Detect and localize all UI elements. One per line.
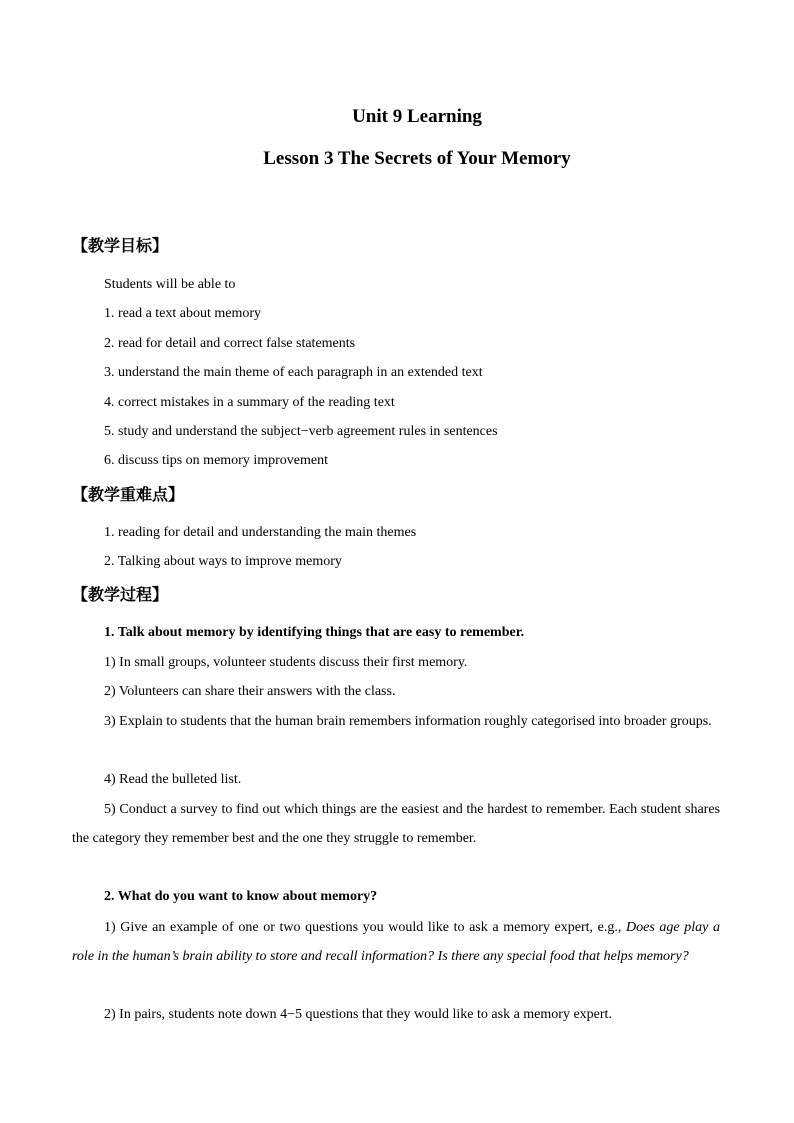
- step2-title: 2. What do you want to know about memory?: [104, 889, 378, 904]
- step1-item-5: 5) Conduct a survey to find out which things are the easiest and the hardest to remember. Each student shares the category they remember best and the one they struggle to remember.: [72, 802, 720, 847]
- process-heading: 【教学过程】: [72, 585, 169, 604]
- step1-item-2: 2) Volunteers can share their answers with the class.: [104, 684, 396, 699]
- step1-item-1: 1) In small groups, volunteer students discuss their first memory.: [104, 655, 468, 670]
- step2-item-1-example: Does age play a role in the human’s brain ability to store and recall information? Is there any special food that helps memory?: [72, 920, 720, 965]
- key-point-item-1: 1. reading for detail and understanding the main themes: [104, 525, 417, 540]
- step1-item-3: 3) Explain to students that the human brain remembers information roughly categorised into broader groups.: [104, 714, 712, 729]
- step2-item-1-text: 1) Give an example of one or two questions you would like to ask a memory expert, e.g.,: [104, 920, 626, 935]
- lesson-title: Lesson 3 The Secrets of Your Memory: [263, 148, 571, 169]
- key-point-item-2: 2. Talking about ways to improve memory: [104, 554, 342, 569]
- objective-item-4: 4. correct mistakes in a summary of the reading text: [104, 395, 395, 410]
- objective-item-1: 1. read a text about memory: [104, 306, 262, 321]
- objectives-intro: Students will be able to: [104, 277, 236, 292]
- objective-item-5: 5. study and understand the subject−verb agreement rules in sentences: [104, 424, 498, 439]
- objective-item-2: 2. read for detail and correct false statements: [104, 336, 356, 351]
- step2-item-1: [72, 913, 720, 972]
- unit-title: Unit 9 Learning: [352, 106, 482, 127]
- step1-item-4: 4) Read the bulleted list.: [104, 772, 242, 787]
- step2-item-2: 2) In pairs, students note down 4−5 questions that they would like to ask a memory expert.: [104, 1007, 612, 1022]
- objective-item-6: 6. discuss tips on memory improvement: [104, 453, 328, 468]
- key-points-heading: 【教学重难点】: [72, 485, 185, 504]
- objectives-heading: 【教学目标】: [72, 236, 169, 255]
- step1-title: 1. Talk about memory by identifying things that are easy to remember.: [104, 625, 525, 640]
- objective-item-3: 3. understand the main theme of each paragraph in an extended text: [104, 365, 483, 380]
